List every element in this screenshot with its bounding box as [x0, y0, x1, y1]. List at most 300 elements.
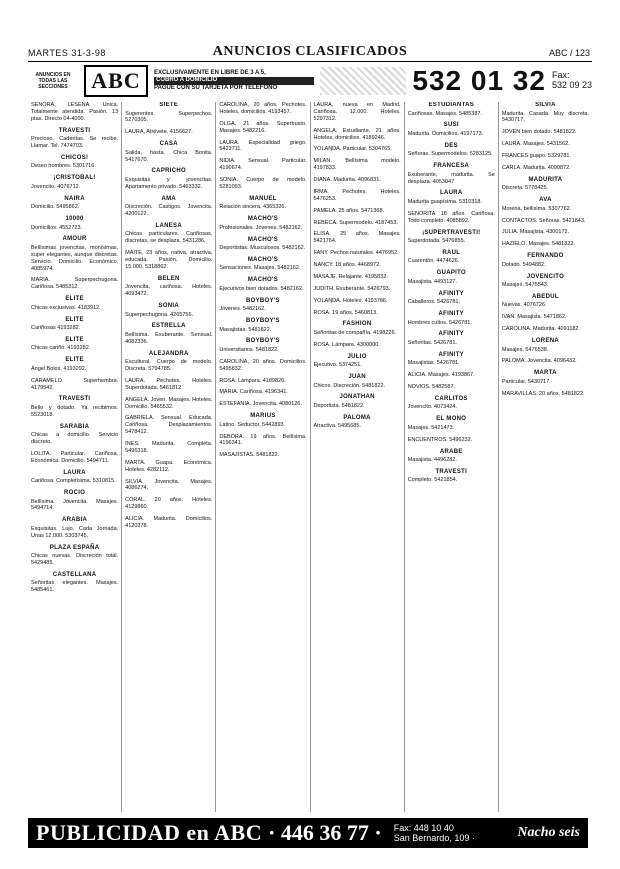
ad-text: Masajista. 4496282.	[407, 457, 457, 463]
classified-ad	[125, 479, 212, 493]
classified-ad	[408, 291, 495, 306]
classified-ad	[502, 338, 589, 353]
ad-title: BOYBOY'S	[246, 318, 280, 324]
ad-text: ROSA. Lámpara. 4300000.	[313, 341, 380, 348]
ad-title: MACHO'S	[247, 277, 279, 284]
ad-text: Hombres cultos. 5426781.	[407, 319, 472, 326]
ad-text: Caballeros. 5426781.	[407, 299, 460, 306]
ad-text: Nuevas. 4076726.	[501, 302, 547, 309]
classified-ad	[502, 165, 589, 172]
ad-text: Profesionales. Jóvenes. 5482162.	[219, 224, 303, 231]
ad-text: ENCUENTROS. 5496232.	[407, 436, 473, 443]
ad-text: MAITE, 23 años, nativa, atractiva, educada. Pasión. Domicilio. 15.000. 5318862.	[125, 250, 213, 270]
ad-title: BELEN	[157, 275, 180, 282]
ad-text: GABRIELA. Sensual. Educada. Cariñosa. Desplazamientos. 5478412.	[125, 415, 213, 436]
ad-text: SILVIA. Jovencita. Masajes. 4086274.	[125, 478, 213, 492]
ad-text: JULIA. Masajista. 4300172.	[501, 229, 570, 236]
classified-ad	[314, 220, 401, 227]
classified-ad	[502, 153, 589, 160]
ad-text: FRANCES guapo. 5329781.	[501, 153, 571, 159]
ad-title: PLAZA ESPAÑA	[49, 544, 100, 551]
classified-ad	[125, 497, 212, 511]
ad-text: NIDIA. Sensual. Particular. 4190674.	[219, 158, 307, 172]
ad-text: Superpechugona. 4265756.	[125, 311, 194, 318]
classified-ad	[219, 277, 306, 292]
ad-text: Domicilios. 4552723.	[31, 224, 83, 231]
ad-text: ANGELA. Joven. Masajes. Hoteles. Domicilio. 5465532.	[125, 396, 213, 410]
ad-text: CAROLINA, 20 años. Pechotes. Hoteles, domicilios. 4193457.	[219, 102, 307, 115]
classified-ad	[125, 351, 212, 373]
ad-text: Cariñosas. Masajes. 5485387.	[407, 110, 482, 117]
classified-ad	[502, 218, 589, 225]
ad-title: ARABE	[439, 448, 463, 455]
band-fax-label: Fax:	[551, 70, 570, 81]
classified-ad	[314, 286, 401, 293]
classified-ad	[502, 141, 589, 148]
ad-text: Atractiva. 5495685.	[313, 423, 361, 430]
ad-text: Masajes. 5475543.	[501, 282, 549, 288]
classified-ad	[125, 196, 212, 218]
page-date: MARTES 31-3-98	[28, 48, 106, 58]
ad-title: TRAVESTI	[435, 468, 468, 475]
ad-text: Universitarios. 5481822.	[219, 346, 279, 353]
ad-title: LORENA	[531, 338, 560, 344]
classified-ad	[31, 357, 118, 372]
ad-text: YOLANDA. Particular. 5304765.	[313, 146, 392, 153]
ad-text: IVAN. Masajista. 5471862.	[501, 314, 567, 321]
footer-info	[394, 823, 475, 844]
ad-text: Jóvenes. 5482162.	[219, 306, 266, 313]
ad-text: Chicas exclusivas. 4183912.	[31, 304, 101, 311]
ad-title: SILVIA	[535, 102, 556, 108]
ad-title: ARABIA	[62, 517, 88, 524]
ad-text: Relación sincera. 4365326.	[219, 204, 286, 211]
ad-title: BOYBOY'S	[246, 297, 280, 304]
ad-text: Discreción. Castigos. Jovencita. 4200122.	[125, 204, 213, 217]
classified-ad	[314, 310, 401, 317]
ad-title: AMOUR	[62, 236, 87, 243]
classified-ad	[219, 140, 306, 154]
classified-ad	[219, 257, 306, 272]
classified-ad	[219, 434, 306, 448]
classified-ad	[31, 572, 118, 594]
ad-title: SONIA	[158, 303, 180, 309]
ad-title: ¡CRISTOBAL!	[53, 175, 96, 182]
ad-text: Cariñosa. Completísima. 5310815.	[31, 478, 116, 485]
ad-text: Señoras. Supermodelos. 5283125.	[407, 151, 493, 158]
classified-ad	[314, 146, 401, 153]
classified-ad	[502, 177, 589, 192]
classified-ad	[314, 298, 401, 305]
page-header	[0, 0, 620, 62]
classified-ad	[31, 490, 118, 512]
ad-text: LAURA. Masajes. 5431562.	[501, 141, 570, 148]
classified-ad	[31, 337, 118, 352]
classified-ad	[219, 452, 306, 459]
classified-ad	[408, 122, 495, 137]
classified-ad	[502, 358, 589, 365]
ad-text: MARIA. Superpechugona. Cariñosa. 5485312.	[31, 277, 119, 291]
ad-title: ELITE	[65, 316, 84, 323]
classified-ad	[408, 416, 495, 431]
ad-title: AFINITY	[438, 290, 464, 297]
ad-text: MASAJE. Relajante. 4195832.	[313, 273, 388, 280]
ad-text: Escultural. Cuerpo de modelo. Discreta. 5794785.	[125, 359, 213, 372]
ad-title: CHICOS!	[60, 154, 89, 161]
ad-text: Discreta. 5778425.	[501, 185, 549, 192]
ad-title: TRAVESTI	[58, 127, 91, 134]
ad-text: Sugerentes. Superpechos. 5270305.	[125, 110, 213, 124]
ad-text: MILAN. Bellísima modelo. 4197833.	[313, 158, 401, 172]
ad-text: DIANA. Madurita. 4096831.	[313, 177, 381, 183]
classified-ad	[314, 208, 401, 215]
classified-ad	[314, 231, 401, 245]
ad-text: Bellísimas jovencitas, monísimas, super elegantes, aunque discretas. Servicio. Domicilio. Económico. 4085974.	[31, 244, 119, 272]
ad-text: Exquisitas. Lujo. Cada Jornada. Unas 12.000. 5303745.	[31, 525, 119, 539]
footer-address: San Bernardo, 109 ·	[393, 833, 475, 843]
band-note	[154, 70, 314, 92]
ad-title: AFINITY	[438, 351, 464, 358]
classified-ad	[314, 262, 401, 269]
ad-text: Chicas nuevas. Discreción total. 5429485.	[31, 553, 119, 566]
ad-title: CARLITOS	[434, 395, 468, 402]
classified-ad	[31, 102, 118, 123]
classified-ad	[125, 141, 212, 163]
classified-ad	[314, 374, 401, 389]
ad-title: ¡SUPERTRAVESTI!	[422, 229, 481, 236]
classified-ad	[219, 196, 306, 211]
ad-text: Exquisitas y jovencitas. Apartamento privado. 5463332.	[125, 176, 213, 190]
ad-title: GUAPITO	[436, 270, 466, 277]
ad-text: MASAJISTAS. 5481822.	[219, 452, 280, 459]
ad-text: Jovencito. 4076712.	[31, 183, 81, 190]
classified-ad	[125, 129, 212, 136]
ad-text: REBECA. Supermodelo. 4187453.	[313, 219, 398, 226]
ad-title: SUSI	[443, 122, 459, 129]
ad-text: MARIA. Cariñosa. 4196341.	[219, 389, 288, 396]
ad-title: ELITE	[65, 357, 84, 364]
classified-ad	[314, 354, 401, 369]
classified-ad	[408, 102, 495, 117]
ad-text: CARAMELO. Superhembra. 4179542.	[31, 377, 119, 391]
classified-ad	[502, 197, 589, 212]
ad-text: Masajes. 5421473.	[407, 424, 455, 431]
classified-ad	[125, 223, 212, 245]
ad-text: Cuarentón. 4474626.	[407, 258, 460, 265]
ad-text: NOVIOS. 5482587.	[407, 384, 456, 390]
ad-text: Chicos. Discreción. 5481822.	[313, 382, 386, 389]
footer-fax: Fax: 448 10 40	[393, 822, 454, 833]
classified-ad	[31, 317, 118, 332]
ad-text: Señoritas. 5426781.	[407, 339, 457, 346]
classified-ad	[125, 397, 212, 411]
ad-text: Precioso. Caderitas. Se recibe. Llamar. Tel. 7474703.	[31, 136, 119, 149]
classified-ad	[125, 415, 212, 436]
ad-title: ESTUDIANTAS	[428, 102, 475, 108]
ad-text: Masajes. 5476538.	[501, 346, 549, 353]
ad-text: ALICIA. Masajes. 4193867.	[407, 372, 475, 379]
ad-title: JOVENCITO	[526, 273, 565, 280]
classified-ad	[408, 372, 495, 379]
ad-text: JOVEN bien dotado. 5481822.	[501, 129, 577, 136]
ad-text: LAURA, Atrévete. 4156627.	[125, 129, 193, 136]
ad-column	[498, 102, 592, 812]
ad-text: Deseo hombres. 5301716.	[31, 163, 96, 170]
ad-text: Señoritas de compañía. 4198226.	[313, 329, 397, 336]
ad-text: LAURA, nueva en Madrid. Cariñosa. 12.000. Hoteles. 5297312.	[313, 102, 401, 122]
ad-text: Masajista. 4493127.	[407, 278, 457, 285]
classified-ad	[408, 311, 495, 326]
ad-title: CAPRICHO	[151, 168, 186, 175]
classified-ad	[314, 128, 401, 142]
classified-ad	[219, 298, 306, 313]
ad-text: CARLA. Madurita. 4090872.	[501, 164, 571, 171]
classified-ad	[314, 274, 401, 281]
classified-ad	[502, 391, 589, 398]
ad-text: Madurita. Casada. Muy discreta. 5430717.	[501, 110, 590, 124]
ad-text: ROSA. 19 años. 5460813.	[313, 309, 378, 316]
classified-ad	[31, 545, 118, 567]
classified-ad	[502, 102, 589, 124]
ad-text: Jovencito. 4073424.	[407, 404, 457, 411]
classified-ad	[219, 158, 306, 172]
ad-text: Morena, bellísima. 5307762.	[501, 205, 572, 212]
ad-title: ELITE	[65, 296, 84, 303]
classified-ad	[408, 396, 495, 411]
ad-text: MARTA. Guapa. Económica. Hoteles. 4282112.	[125, 459, 213, 473]
ad-title: MACHO'S	[247, 236, 279, 243]
ad-title: CASTELLANA	[52, 571, 97, 578]
ad-title: TRAVESTI	[58, 396, 91, 403]
footer-phone: · 446 36 77 ·	[268, 820, 382, 845]
ad-text: Chicas particulares. Cariñosas, discretas, se desplaza. 5431286.	[125, 231, 213, 245]
ad-text: Señoritas elegantes. Masajes. 5485461.	[31, 580, 119, 594]
ad-text: ELISA. 25 años. Masajes. 5421764.	[313, 231, 401, 245]
contact-band	[28, 63, 592, 99]
footer-banner	[28, 818, 588, 848]
ad-title: JONATHAN	[339, 394, 375, 401]
classified-ad	[502, 314, 589, 321]
classified-ad	[31, 424, 118, 446]
band-fax-number: 532 09 23	[551, 80, 592, 90]
classified-ad	[408, 230, 495, 245]
classified-ad	[31, 128, 118, 150]
classified-ad	[408, 331, 495, 346]
classified-ad	[125, 303, 212, 318]
classified-ad	[219, 389, 306, 396]
classified-ad	[219, 177, 306, 191]
ad-column	[404, 102, 498, 812]
ad-text: ALICIA. Madurita. Domicilios. 4120378.	[125, 516, 213, 529]
ad-text: IRMA. Pechotes. Hoteles. 5476253.	[313, 188, 401, 202]
ad-title: NAIRA	[64, 195, 85, 202]
classified-ad	[125, 441, 212, 455]
band-note-line1: EXCLUSIVAMENTE EN LIBRE DE 3 A 5,	[154, 70, 266, 77]
ad-text: LAURA. Pechotes. Hoteles. Superdotada. 5461812.	[125, 377, 213, 391]
band-note-line2: COBRO A DOMICILIO	[154, 77, 314, 84]
classified-ad	[314, 342, 401, 349]
ad-text: CAROLINA. Madurita. 4091182.	[501, 326, 581, 333]
classified-ad	[314, 158, 401, 172]
classified-ad	[408, 250, 495, 265]
classified-ad	[502, 229, 589, 236]
classified-columns	[28, 102, 592, 812]
classified-ad	[125, 168, 212, 190]
footer-title: PUBLICIDAD en ABC	[36, 820, 263, 845]
ad-text: Chicas cariño. 4193282.	[31, 345, 91, 352]
classified-ad	[502, 274, 589, 289]
ad-text: Masajistas. 5481822.	[219, 326, 272, 333]
classified-ad	[219, 121, 306, 135]
classified-ad	[314, 394, 401, 409]
ad-text: ROSA. Lámpara. 4189826.	[219, 377, 286, 384]
ad-title: EL MONO	[436, 416, 467, 423]
ad-title: AMA	[161, 195, 177, 202]
ad-text: Sensaciones. Masajes. 5482162.	[219, 265, 301, 272]
classified-ad	[219, 359, 306, 373]
ad-text: Madurita guapísima. 5310318.	[407, 198, 482, 205]
classified-ad	[31, 155, 118, 170]
classified-ad	[408, 190, 495, 205]
classified-ad	[31, 175, 118, 190]
classified-ad	[31, 196, 118, 211]
band-note-line3: PAGUE CON SU TARJETA POR TELEFONO	[154, 84, 278, 91]
classified-ad	[314, 415, 401, 430]
ad-text: Deportistas. Musculosos. 5482162.	[219, 245, 306, 251]
classified-ad	[219, 318, 306, 333]
ad-text: Completo. 5421854.	[407, 477, 458, 484]
classified-ad	[502, 129, 589, 136]
ad-column	[310, 102, 404, 812]
ad-title: AFINITY	[438, 311, 464, 317]
ad-title: MANUEL	[249, 195, 277, 202]
classified-ad	[408, 437, 495, 444]
classified-ad	[502, 253, 589, 268]
ad-title: FASHION	[342, 321, 372, 328]
ad-title: SARABIA	[59, 423, 90, 430]
ad-text: SENORITA 18 años. Cariñosa. Todo completo. 4085892.	[407, 210, 495, 224]
classified-ad	[408, 449, 495, 464]
ad-text: Ejecutivo. 5374251.	[313, 362, 362, 369]
section-title: ANUNCIOS CLASIFICADOS	[212, 44, 408, 59]
ad-text: JUDITH. Exuberante. 5426793.	[313, 285, 391, 292]
classified-ad	[219, 413, 306, 428]
classified-ad	[219, 102, 306, 116]
classified-ad	[219, 237, 306, 252]
ad-title: MARTA	[534, 370, 557, 377]
classified-ad	[125, 323, 212, 345]
classified-ad	[314, 102, 401, 123]
classified-ad	[125, 460, 212, 474]
classified-ad	[408, 469, 495, 484]
ad-text: MARAVILLAS. 20 años. 5481822.	[501, 390, 585, 397]
ad-title: LAURA	[440, 190, 463, 197]
classified-ad	[314, 189, 401, 203]
ad-text: Superdotada. 5476855.	[407, 238, 466, 244]
ad-title: MACHO'S	[247, 256, 279, 263]
ad-title: ABEDUL	[532, 293, 559, 300]
classified-ad	[408, 143, 495, 158]
ad-title: MARIUS	[250, 413, 276, 420]
classified-ad	[219, 216, 306, 231]
classified-ad	[314, 321, 401, 336]
band-phone: 532 01 32	[412, 65, 546, 96]
ad-text: Dotado. 5494882.	[501, 261, 546, 268]
ad-text: CORAL. 20 años. Hoteles. 4129860.	[125, 497, 213, 511]
abc-logo: ABC	[84, 65, 148, 97]
classified-ad	[31, 277, 118, 291]
classified-ad	[408, 211, 495, 225]
ad-text: Chicas a domicilio. Servicio discreto.	[31, 432, 119, 445]
ad-text: Ejecutivos bien dotados. 5482162.	[219, 285, 304, 292]
ad-title: JULIO	[347, 353, 367, 360]
ad-text: OLGA, 21 años. Superbusto. Masajes. 5482216.	[219, 120, 307, 134]
classified-ad	[31, 470, 118, 485]
ad-text: Domicilio. 5495862.	[31, 204, 80, 211]
ad-title: RAUL	[442, 249, 461, 256]
classified-ad	[31, 517, 118, 539]
ad-text: LAURA. Especialidad griego. 5423711.	[219, 139, 307, 153]
page-number: ABC / 123	[548, 48, 590, 58]
ad-text: Jovencita, cariñosa. Hoteles. 4093472.	[125, 284, 213, 298]
classified-ad	[219, 338, 306, 353]
ad-title: 10000	[65, 216, 84, 222]
ad-title: ROCIO	[64, 490, 86, 496]
ad-text: Deportista. 5481822.	[313, 402, 365, 409]
ad-text: NANCY. 18 años. 4468972.	[313, 262, 381, 268]
ad-text: SENORA, LESENA. Unica. Totalmente atendida. Pasión. 13 ptas. Directo 04-4000.	[31, 102, 119, 122]
ad-text: Latino. Seductor. 5442893.	[219, 421, 286, 428]
ad-title: SIETE	[159, 102, 179, 108]
classified-ad	[31, 378, 118, 392]
classified-ad	[31, 451, 118, 465]
ad-text: Exuberante, madurita. Se desplaza. 4053047.	[407, 171, 495, 185]
ad-title: MADURITA	[528, 176, 563, 183]
band-fax	[552, 71, 592, 91]
footer-logo: Nacho seis	[517, 825, 580, 840]
classified-ad	[125, 102, 212, 124]
ad-title: FRANCESA	[433, 163, 470, 170]
classified-ad	[408, 163, 495, 185]
ad-text: Bellísima. Jovencita. Masajes. 5494714.	[31, 498, 119, 512]
classified-ad	[31, 296, 118, 311]
ad-text: CONTACTOS. Señoras. 5421843.	[501, 217, 586, 224]
ad-text: HAZIELO. Masajes. 5481822.	[501, 241, 575, 248]
ad-text: Salida, hasta. Chica Bonita. 5417670.	[125, 149, 213, 163]
ad-title: PALOMA	[343, 414, 371, 421]
ad-column	[215, 102, 309, 812]
ad-text: LOLITA. Particular. Cariñosa. Económica. Domicilio. 5494711.	[31, 450, 119, 464]
ad-text: ESTEFANIA. Jovencita. 4080126.	[219, 401, 302, 408]
ad-text: Bello y dotado. Ya recibimos. 5523018.	[31, 404, 119, 418]
classified-ad	[31, 236, 118, 272]
ad-text: Cariñosas 4193282.	[31, 325, 81, 331]
classified-ad	[408, 352, 495, 367]
classified-ad	[408, 384, 495, 391]
classified-ad	[125, 276, 212, 298]
classified-ad	[314, 177, 401, 184]
classified-ad	[31, 396, 118, 418]
ad-title: AFINITY	[438, 331, 464, 338]
ad-column	[28, 102, 121, 812]
classified-ad	[31, 216, 118, 231]
ad-title: CASA	[159, 141, 178, 148]
ad-title: DES	[444, 142, 458, 149]
ad-text: INES. Madurita. Completa. 5496318.	[125, 441, 213, 454]
ad-title: ALEJANDRA	[148, 350, 189, 357]
ad-text: PAMELA. 25 años. 5471368.	[313, 207, 385, 214]
classified-ad	[219, 378, 306, 385]
